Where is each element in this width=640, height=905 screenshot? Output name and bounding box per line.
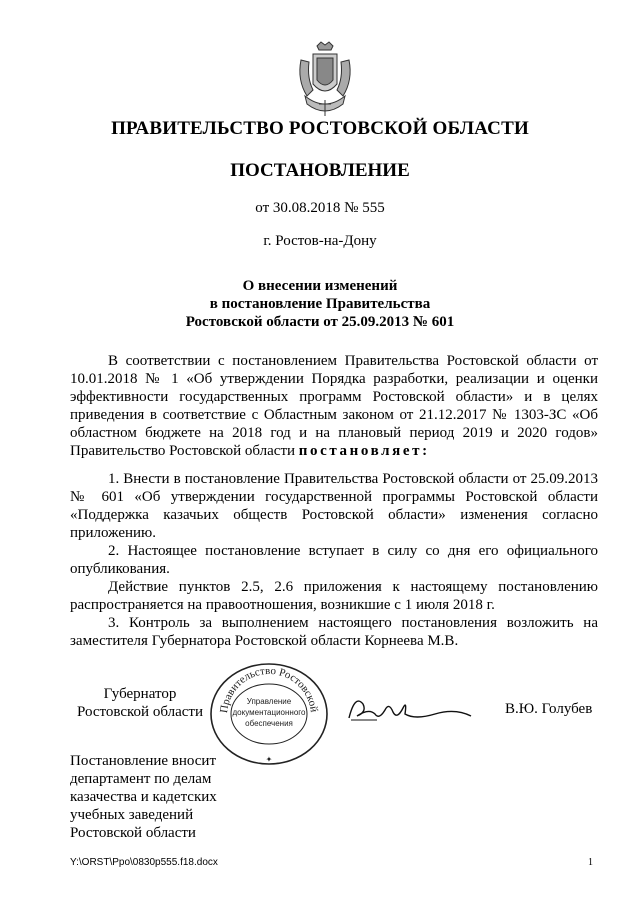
document-title (0, 277, 640, 331)
signer-name: В.Ю. Голубев (505, 701, 593, 717)
preamble-paragraph (70, 352, 598, 460)
item-2-paragraph: 2. Настоящее постановление вступает в силу со дня его официального опубликования. (70, 543, 598, 577)
footer-file-path: Y:\ORST\Ppo\0830p555.f18.docx (70, 857, 218, 868)
submitter-line: Постановление вносит (70, 753, 217, 769)
document-date-number: от 30.08.2018 № 555 (255, 200, 385, 216)
seal-outer-text: Правительство Ростовской (218, 664, 320, 714)
title-line: О внесении изменений (242, 278, 398, 294)
submitter-block (70, 752, 217, 842)
submitter-line: казачества и кадетских (70, 789, 217, 805)
title-line: в постановление Правительства (209, 296, 431, 312)
signer-position (70, 685, 210, 721)
submitter-line: Ростовской области (70, 825, 196, 841)
document-body (70, 352, 598, 650)
submitter-line: учебных заведений (70, 807, 194, 823)
seal-inner-line: документационного (232, 708, 306, 717)
government-name: ПРАВИТЕЛЬСТВО РОСТОВСКОЙ ОБЛАСТИ (111, 118, 529, 139)
decree-word: постановляет: (298, 443, 430, 459)
handwritten-signature-icon (345, 690, 475, 730)
preamble-text: В соответствии с постановлением Правительства Ростовской области от 10.01.2018 № 1 «Об утверждении Порядка разработки, реализации и оценки эффективности государственных программ Ростовской области» и в целях приведения в соответствие с Областным законом от 21.12.2017 № 1303-ЗС «Об областном бюджете на 2018 год и на плановый период 2019 и 2020 годов» Правительство Ростовской области (70, 353, 598, 459)
signer-position-line: Губернатор (103, 686, 177, 702)
footer-page-number: 1 (588, 857, 593, 868)
coat-of-arms-icon (295, 40, 355, 120)
submitter-line: департамент по делам (70, 771, 212, 787)
item-1-paragraph: 1. Внести в постановление Правительства Ростовской области от 25.09.2013 № 601 «Об утверждении государственной программы Ростовской области «Поддержка казачьих обществ Ростовской области» изменения согласно приложению. (70, 471, 598, 541)
item-2-note-paragraph: Действие пунктов 2.5, 2.6 приложения к настоящему постановлению распространяется на правоотношения, возникшие с 1 июля 2018 г. (70, 579, 598, 613)
document-type: ПОСТАНОВЛЕНИЕ (230, 160, 410, 181)
official-seal-icon (205, 660, 333, 768)
svg-text:✦: ✦ (265, 755, 273, 764)
title-line: Ростовской области от 25.09.2013 № 601 (185, 314, 455, 330)
seal-inner-line: Управление (246, 697, 292, 706)
item-3-paragraph: 3. Контроль за выполнением настоящего постановления возложить на заместителя Губернатора Ростовской области Корнеева М.В. (70, 615, 598, 649)
document-city: г. Ростов-на-Дону (263, 233, 377, 249)
signer-position-line: Ростовской области (77, 704, 203, 720)
seal-inner-line: обеспечения (245, 719, 293, 728)
